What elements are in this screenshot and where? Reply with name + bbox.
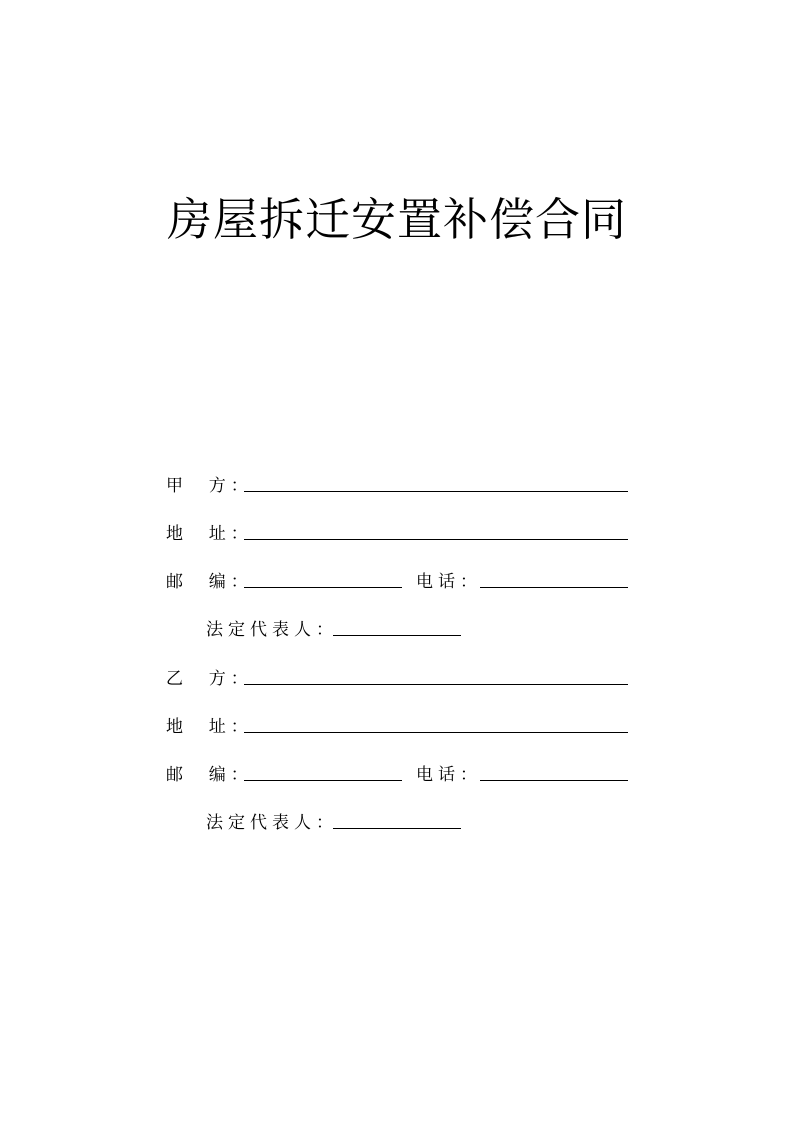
party-b-postcode-field[interactable] (244, 780, 402, 781)
party-b-address-row (0, 712, 794, 742)
party-b-contact-row (0, 760, 794, 790)
party-a-legal-rep-label: 法定代表人： (206, 620, 338, 640)
party-b-phone-label: 电话： (416, 765, 482, 785)
party-b-address-field[interactable] (244, 732, 628, 733)
party-b-name-row (0, 664, 794, 694)
party-a-address-field[interactable] (244, 539, 628, 540)
party-b-phone-field[interactable] (480, 780, 628, 781)
party-a-contact-row (0, 567, 794, 597)
party-b-legal-rep-label: 法定代表人： (206, 813, 338, 833)
party-a-address-row (0, 519, 794, 549)
party-a-address-label: 地 址： (166, 524, 253, 544)
party-a-name-row (0, 471, 794, 501)
party-a-phone-field[interactable] (480, 587, 628, 588)
party-a-phone-label: 电话： (416, 572, 482, 592)
party-a-postcode-label: 邮 编： (166, 572, 253, 592)
party-a-name-label: 甲 方： (166, 476, 253, 496)
party-b-legal-rep-field[interactable] (333, 828, 461, 829)
party-a-name-field[interactable] (244, 491, 628, 492)
party-b-name-field[interactable] (244, 684, 628, 685)
party-b-legal-rep-row (0, 808, 794, 838)
party-b-address-label: 地 址： (166, 717, 253, 737)
party-a-legal-rep-row (0, 615, 794, 645)
party-a-legal-rep-field[interactable] (333, 635, 461, 636)
document-title: 房屋拆迁安置补偿合同 (166, 193, 627, 246)
party-a-postcode-field[interactable] (244, 587, 402, 588)
party-b-name-label: 乙 方： (166, 669, 253, 689)
party-b-postcode-label: 邮 编： (166, 765, 253, 785)
